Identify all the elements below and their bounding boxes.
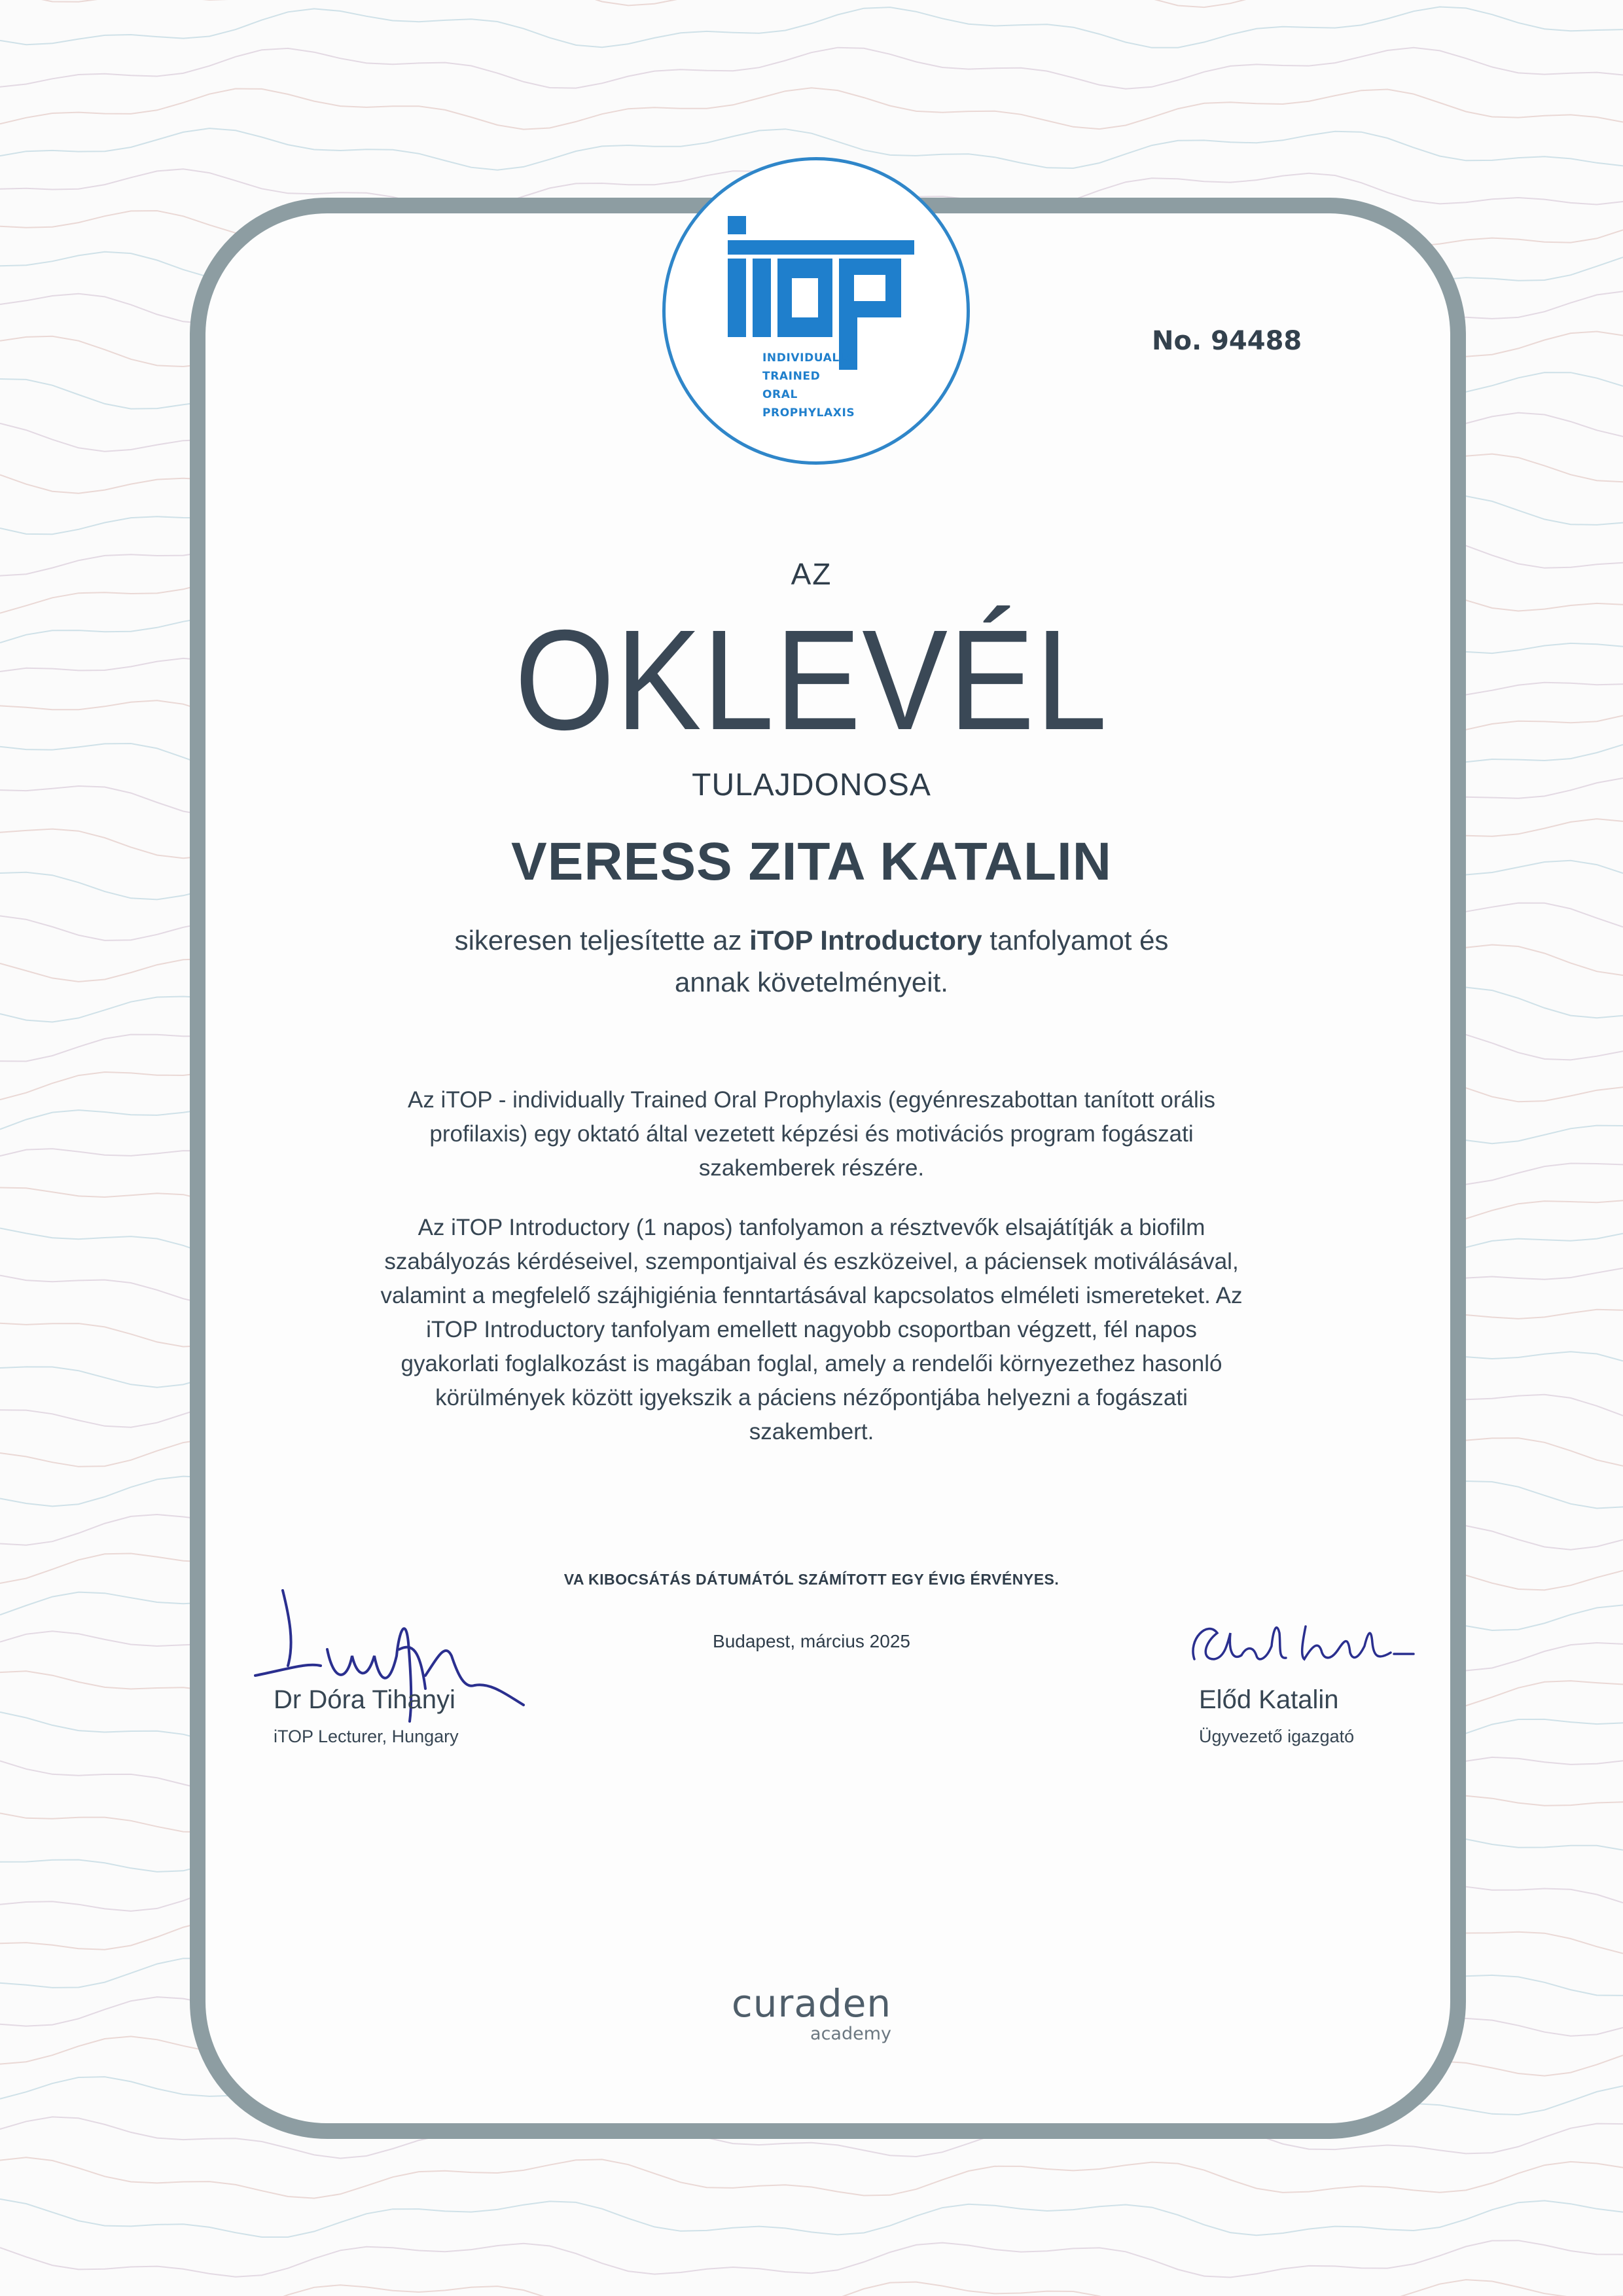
curaden-wordmark: curaden <box>731 1981 892 2026</box>
guilloche-line <box>0 7 1623 48</box>
curaden-subtitle: academy <box>810 2024 891 2044</box>
logo-subtitle-line: PROPHYLAXIS <box>762 406 855 420</box>
guilloche-line <box>0 88 1623 129</box>
description-paragraph-2: Az iTOP Introductory (1 napos) tanfolyamon a résztvevők elsajátítják a biofilm szabályozás kérdéseivel, szempontjaival és eszközeivel, a páciensek motiválásával, valamint a megfelelő szájhigiénia fenntartásával kapcsolatos elméleti ismereteket. Az iTOP Introductory tanfolyam emellett nagyobb csoportban végzett, fél napos gyakorlati foglalkozást is magában foglal, amely a rendelői környezethez hasonló körülmények között igyekszik a páciens nézőpontjába helyezni a fogászati szakembert. <box>380 1215 1243 1444</box>
guilloche-line <box>0 2240 1623 2277</box>
completion-post: tanfolyamot és <box>990 925 1169 956</box>
itop-logo-subtitle <box>762 349 855 422</box>
description-paragraph-1: Az iTOP - individually Trained Oral Prophylaxis (egyénreszabottan tanított orális profilaxis) egy oktató által vezetett képzési és motivációs program fogászati szakemberek részére. <box>407 1087 1216 1181</box>
validity-note: VA KIBOCSÁTÁS DÁTUMÁTÓL SZÁMÍTOTT EGY ÉVIG ÉRVÉNYES. <box>563 1571 1060 1588</box>
guilloche-line <box>0 48 1623 89</box>
completion-line2: annak követelményeit. <box>675 967 948 997</box>
left-signatory-role: iTOP Lecturer, Hungary <box>274 1727 459 1746</box>
holder-name: VERESS ZITA KATALIN <box>511 832 1112 891</box>
place-date: Budapest, március 2025 <box>713 1631 910 1651</box>
logo-subtitle-line: ORAL <box>762 388 798 401</box>
guilloche-line <box>0 2199 1623 2237</box>
left-signatory-name: Dr Dóra Tihanyi <box>274 1685 455 1714</box>
completion-statement <box>0 920 1623 1003</box>
itop-logo <box>662 157 970 465</box>
right-signatory-name: Előd Katalin <box>1199 1685 1339 1714</box>
guilloche-line <box>0 2280 1623 2296</box>
logo-subtitle-line: INDIVIDUALLY <box>762 351 854 365</box>
curaden-academy-logo <box>720 1983 903 2044</box>
guilloche-line <box>0 2157 1623 2198</box>
right-signatory-role: Ügyvezető igazgató <box>1199 1727 1355 1746</box>
completion-pre: sikeresen teljesítette az <box>454 925 742 956</box>
guilloche-line <box>0 0 1623 7</box>
certificate-number: No. 94488 <box>1152 326 1302 356</box>
title-prefix: AZ <box>791 557 832 591</box>
completion-course: iTOP Introductory <box>749 925 982 956</box>
logo-subtitle-line: TRAINED <box>762 370 821 383</box>
right-signature-icon <box>1181 1607 1417 1685</box>
certificate-title: OKLEVÉL <box>514 601 1109 760</box>
owner-label: TULAJDONOSA <box>692 768 931 802</box>
